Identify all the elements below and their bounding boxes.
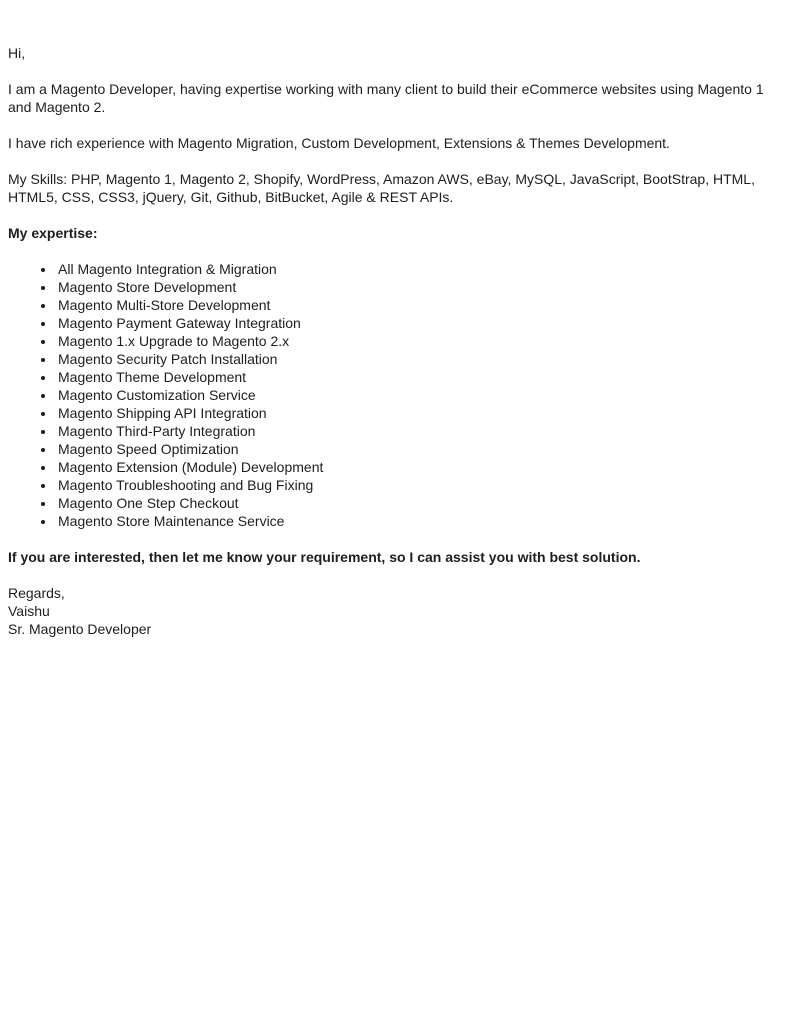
skills-paragraph: My Skills: PHP, Magento 1, Magento 2, Shopify, WordPress, Amazon AWS, eBay, MySQL, JavaScript, BootStrap, HTML, HTML5, CSS, CSS3, jQuery, Git, Github, BitBucket, Agile & REST APIs. [8,171,755,205]
list-item: • Magento Store Development [56,278,778,296]
list-item: • Magento One Step Checkout [56,494,778,512]
expertise-heading: My expertise: [8,225,98,241]
intro-paragraph: I am a Magento Developer, having expertise working with many client to build their eCommerce websites using Magento 1 and Magento 2. [8,81,764,115]
greeting: Hi, [8,45,26,61]
experience-paragraph: I have rich experience with Magento Migration, Custom Development, Extensions & Themes Development. [8,135,670,151]
expertise-list [8,260,778,530]
list-item: • Magento Multi-Store Development [56,296,778,314]
list-item: • Magento Customization Service [56,386,778,404]
signature-title: Sr. Magento Developer [8,621,152,637]
list-item: • Magento Payment Gateway Integration [56,314,778,332]
signature-name: Vaishu [8,603,50,619]
cta-paragraph: If you are interested, then let me know your requirement, so I can assist you with best solution. [8,549,641,565]
list-item: • Magento Speed Optimization [56,440,778,458]
signature-block [8,584,778,638]
signature-regards: Regards, [8,585,65,601]
list-item: • Magento Troubleshooting and Bug Fixing [56,476,778,494]
list-item: • Magento Extension (Module) Development [56,458,778,476]
list-item: • Magento 1.x Upgrade to Magento 2.x [56,332,778,350]
list-item: • All Magento Integration & Migration [56,260,778,278]
list-item: • Magento Theme Development [56,368,778,386]
list-item: • Magento Shipping API Integration [56,404,778,422]
list-item: • Magento Third-Party Integration [56,422,778,440]
list-item: • Magento Store Maintenance Service [56,512,778,530]
list-item: • Magento Security Patch Installation [56,350,778,368]
